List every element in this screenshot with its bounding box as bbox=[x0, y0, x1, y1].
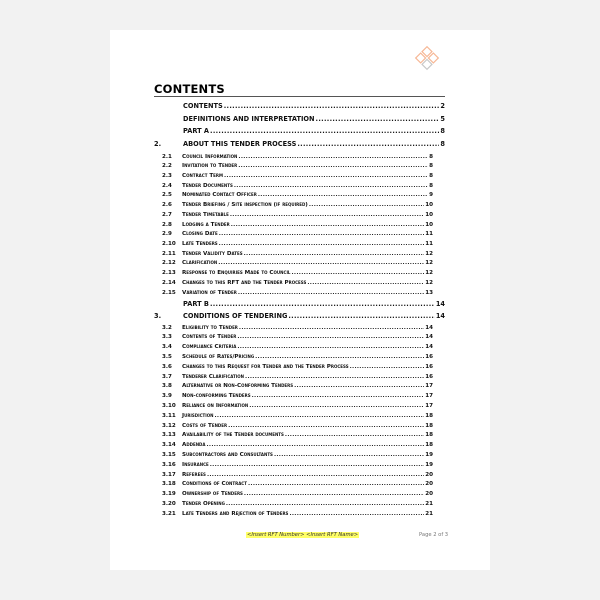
toc-entry-page: 14 bbox=[425, 324, 433, 331]
toc-entry-number: 2.14 bbox=[162, 279, 176, 286]
toc-entry[interactable] bbox=[162, 250, 433, 259]
toc-entry-number: 2.6 bbox=[162, 202, 172, 209]
toc-entry-page: 13 bbox=[425, 289, 433, 296]
toc-entry[interactable] bbox=[162, 461, 433, 470]
toc-entry-number: 2.7 bbox=[162, 211, 172, 218]
toc-entry[interactable] bbox=[162, 353, 433, 362]
toc-entry-number: 2.12 bbox=[162, 260, 176, 267]
toc-entry-number: 3.8 bbox=[162, 383, 172, 390]
toc-entry-page: 18 bbox=[425, 432, 433, 439]
toc-entry-number: 3.9 bbox=[162, 393, 172, 400]
toc-entry-number: 2.2 bbox=[162, 163, 172, 170]
toc-entry-label: Ownership of Tenders bbox=[182, 491, 243, 498]
toc-entry[interactable] bbox=[162, 269, 433, 278]
toc-entry[interactable] bbox=[162, 201, 433, 210]
toc-entry-page: 12 bbox=[425, 250, 433, 257]
toc-entry-number: 2.10 bbox=[162, 240, 176, 247]
toc-leader-dots bbox=[249, 402, 424, 411]
toc-entry-number: 3.21 bbox=[162, 510, 176, 517]
toc-entry[interactable] bbox=[154, 115, 445, 124]
toc-entry-page: 21 bbox=[425, 500, 433, 507]
toc-entry[interactable] bbox=[162, 480, 433, 489]
toc-leader-dots bbox=[218, 259, 424, 268]
toc-entry-number: 2.8 bbox=[162, 221, 172, 228]
toc-entry-number: 3.20 bbox=[162, 500, 176, 507]
toc-leader-dots bbox=[289, 510, 424, 519]
toc-entry-page: 10 bbox=[425, 221, 433, 228]
toc-entry-page: 16 bbox=[425, 353, 433, 360]
toc-entry-label: CONDITIONS OF TENDERING bbox=[183, 312, 288, 320]
toc-entry[interactable] bbox=[162, 191, 433, 200]
toc-leader-dots bbox=[258, 191, 428, 200]
toc-entry[interactable] bbox=[162, 431, 433, 440]
toc-entry-label: Variation of Tender bbox=[182, 289, 237, 296]
toc-leader-dots bbox=[248, 480, 424, 489]
toc-entry[interactable] bbox=[162, 412, 433, 421]
toc-entry-label: Reliance on Information bbox=[182, 402, 249, 409]
toc-entry-number: 3.3 bbox=[162, 334, 172, 341]
toc-entry[interactable] bbox=[162, 441, 433, 450]
toc-entry[interactable] bbox=[162, 382, 433, 391]
page-title: CONTENTS bbox=[154, 82, 225, 96]
toc-leader-dots bbox=[219, 230, 424, 239]
toc-entry-page: 20 bbox=[425, 471, 433, 478]
toc-entry[interactable] bbox=[162, 392, 433, 401]
toc-entry-page: 19 bbox=[425, 451, 433, 458]
toc-entry-label: Clarification bbox=[182, 260, 218, 267]
toc-entry[interactable] bbox=[162, 324, 433, 333]
toc-entry-page: 2 bbox=[440, 102, 445, 110]
toc-entry-page: 20 bbox=[425, 481, 433, 488]
toc-leader-dots bbox=[274, 451, 424, 460]
toc-entry-label: Availability of the Tender documents bbox=[182, 432, 284, 439]
toc-entry-page: 14 bbox=[435, 300, 445, 308]
toc-leader-dots bbox=[210, 461, 424, 470]
toc-entry-number: 3. bbox=[154, 312, 162, 320]
toc-entry[interactable] bbox=[162, 402, 433, 411]
toc-leader-dots bbox=[350, 363, 425, 372]
toc-entry-page: 17 bbox=[425, 393, 433, 400]
document-page bbox=[110, 30, 490, 570]
toc-entry-label: Tender Opening bbox=[182, 500, 225, 507]
toc-entry-page: 17 bbox=[425, 402, 433, 409]
toc-entry[interactable] bbox=[154, 102, 445, 111]
toc-entry-number: 3.11 bbox=[162, 412, 176, 419]
toc-entry[interactable] bbox=[162, 153, 433, 162]
toc-entry-label: Invitation to Tender bbox=[182, 163, 238, 170]
title-divider bbox=[154, 96, 445, 97]
toc-entry-number: 2.13 bbox=[162, 270, 176, 277]
toc-entry-label: Lodging a Tender bbox=[182, 221, 230, 228]
toc-entry[interactable] bbox=[162, 182, 433, 191]
toc-entry-page: 16 bbox=[425, 363, 433, 370]
toc-entry-label: Tender Validity Dates bbox=[182, 250, 243, 257]
toc-entry-number: 3.18 bbox=[162, 481, 176, 488]
toc-entry-label: PART A bbox=[183, 127, 210, 135]
toc-entry-number: 3.12 bbox=[162, 422, 176, 429]
toc-entry-label: PART B bbox=[183, 300, 209, 308]
toc-entry-page: 12 bbox=[425, 260, 433, 267]
toc-entry-page: 21 bbox=[425, 510, 433, 517]
toc-leader-dots bbox=[316, 115, 440, 124]
toc-entry-label: ABOUT THIS TENDER PROCESS bbox=[183, 140, 297, 148]
toc-leader-dots bbox=[238, 289, 424, 298]
toc-entry-label: Changes to this Request for Tender and the Tender Process bbox=[182, 363, 349, 370]
toc-entry-page: 5 bbox=[440, 115, 445, 123]
toc-entry[interactable] bbox=[162, 289, 433, 298]
toc-leader-dots bbox=[297, 140, 439, 149]
toc-leader-dots bbox=[206, 441, 424, 450]
toc-leader-dots bbox=[226, 500, 424, 509]
toc-entry-number: 3.15 bbox=[162, 451, 176, 458]
toc-leader-dots bbox=[234, 182, 428, 191]
toc-entry-number: 2.9 bbox=[162, 231, 172, 238]
toc-entry[interactable] bbox=[154, 300, 445, 309]
toc-entry-label: Non-conforming Tenders bbox=[182, 393, 251, 400]
toc-entry-page: 14 bbox=[425, 334, 433, 341]
toc-leader-dots bbox=[255, 353, 424, 362]
toc-entry-number: 2.5 bbox=[162, 192, 172, 199]
toc-entry[interactable] bbox=[162, 451, 433, 460]
toc-entry[interactable] bbox=[162, 490, 433, 499]
toc-entry-label: Changes to this RFT and the Tender Process bbox=[182, 279, 307, 286]
toc-entry-page: 12 bbox=[425, 270, 433, 277]
toc-entry[interactable] bbox=[162, 279, 433, 288]
toc-entry-page: 8 bbox=[429, 163, 433, 170]
toc-entry-label: Addenda bbox=[182, 442, 206, 449]
toc-entry-label: Conditions of Contract bbox=[182, 481, 247, 488]
toc-leader-dots bbox=[237, 343, 424, 352]
toc-entry[interactable] bbox=[154, 312, 445, 321]
toc-entry-label: Tender Timetable bbox=[182, 211, 229, 218]
toc-leader-dots bbox=[245, 373, 424, 382]
toc-entry-label: Late Tenders bbox=[182, 240, 218, 247]
toc-entry-label: Eligibility to Tender bbox=[182, 324, 238, 331]
toc-entry[interactable] bbox=[162, 343, 433, 352]
toc-entry[interactable] bbox=[162, 172, 433, 181]
toc-entry-page: 14 bbox=[435, 312, 445, 320]
toc-entry-label: Compliance Criteria bbox=[182, 344, 237, 351]
toc-entry-page: 8 bbox=[429, 182, 433, 189]
toc-entry[interactable] bbox=[154, 140, 445, 149]
toc-entry-label: Subcontractors and Consultants bbox=[182, 451, 273, 458]
toc-entry-page: 18 bbox=[425, 412, 433, 419]
toc-entry-label: Contents of Tender bbox=[182, 334, 237, 341]
company-logo-icon bbox=[413, 44, 441, 72]
toc-entry-number: 3.5 bbox=[162, 353, 172, 360]
toc-leader-dots bbox=[207, 471, 424, 480]
toc-leader-dots bbox=[244, 490, 424, 499]
toc-entry-label: Tender Briefing / Site inspection (if required) bbox=[182, 202, 308, 209]
toc-entry-number: 3.14 bbox=[162, 442, 176, 449]
toc-leader-dots bbox=[238, 162, 428, 171]
toc-entry-label: Council Information bbox=[182, 153, 238, 160]
toc-entry[interactable] bbox=[162, 230, 433, 239]
toc-entry-page: 8 bbox=[429, 172, 433, 179]
toc-entry-label: CONTENTS bbox=[183, 102, 223, 110]
toc-leader-dots bbox=[237, 333, 424, 342]
toc-leader-dots bbox=[292, 269, 425, 278]
toc-entry-label: Tenderer Clarification bbox=[182, 373, 245, 380]
toc-leader-dots bbox=[239, 324, 424, 333]
toc-entry[interactable] bbox=[162, 259, 433, 268]
toc-entry-page: 9 bbox=[429, 192, 433, 199]
toc-leader-dots bbox=[294, 382, 424, 391]
toc-entry-number: 3.7 bbox=[162, 373, 172, 380]
toc-entry-label: Schedule of Rates/Pricing bbox=[182, 353, 255, 360]
toc-entry-page: 18 bbox=[425, 422, 433, 429]
toc-entry-number: 3.2 bbox=[162, 324, 172, 331]
toc-entry[interactable] bbox=[162, 333, 433, 342]
toc-entry-label: Closing Date bbox=[182, 231, 218, 238]
toc-entry-number: 3.19 bbox=[162, 491, 176, 498]
toc-entry-number: 2.1 bbox=[162, 153, 172, 160]
toc-entry-label: Insurance bbox=[182, 461, 209, 468]
toc-entry-number: 3.13 bbox=[162, 432, 176, 439]
toc-entry-page: 8 bbox=[440, 127, 445, 135]
toc-entry-label: Referees bbox=[182, 471, 206, 478]
toc-entry[interactable] bbox=[162, 211, 433, 220]
toc-entry-page: 14 bbox=[425, 344, 433, 351]
toc-leader-dots bbox=[210, 300, 435, 309]
toc-entry-page: 11 bbox=[425, 240, 433, 247]
toc-entry[interactable] bbox=[154, 127, 445, 136]
toc-leader-dots bbox=[252, 392, 425, 401]
toc-entry-label: DEFINITIONS AND INTERPRETATION bbox=[183, 115, 315, 123]
toc-entry[interactable] bbox=[162, 510, 433, 519]
toc-leader-dots bbox=[230, 211, 424, 220]
toc-leader-dots bbox=[307, 279, 424, 288]
toc-entry-page: 8 bbox=[429, 153, 433, 160]
toc-leader-dots bbox=[224, 172, 428, 181]
toc-entry-page: 19 bbox=[425, 461, 433, 468]
toc-entry-number: 3.17 bbox=[162, 471, 176, 478]
toc-entry-label: Costs of Tender bbox=[182, 422, 228, 429]
toc-entry-page: 10 bbox=[425, 202, 433, 209]
toc-entry[interactable] bbox=[162, 221, 433, 230]
toc-entry-number: 3.6 bbox=[162, 363, 172, 370]
toc-entry-number: 2.15 bbox=[162, 289, 176, 296]
toc-entry-number: 2.3 bbox=[162, 172, 172, 179]
footer-rft-placeholder: <Insert RFT Number> <Insert RFT Name> bbox=[247, 532, 359, 538]
toc-leader-dots bbox=[231, 221, 424, 230]
toc-entry-page: 17 bbox=[425, 383, 433, 390]
toc-entry-label: Contract Term bbox=[182, 172, 223, 179]
toc-entry[interactable] bbox=[162, 500, 433, 509]
toc-entry-page: 11 bbox=[425, 231, 433, 238]
toc-entry-page: 8 bbox=[440, 140, 445, 148]
toc-entry-number: 2.11 bbox=[162, 250, 176, 257]
toc-entry-label: Alternative or Non-Conforming Tenders bbox=[182, 383, 294, 390]
toc-leader-dots bbox=[228, 422, 424, 431]
toc-entry-page: 16 bbox=[425, 373, 433, 380]
toc-leader-dots bbox=[288, 312, 434, 321]
toc-entry-number: 2. bbox=[154, 140, 162, 148]
toc-leader-dots bbox=[238, 153, 428, 162]
toc-entry-page: 12 bbox=[425, 279, 433, 286]
toc-leader-dots bbox=[244, 250, 425, 259]
toc-entry-page: 18 bbox=[425, 442, 433, 449]
toc-entry[interactable] bbox=[162, 422, 433, 431]
toc-entry[interactable] bbox=[162, 471, 433, 480]
toc-leader-dots bbox=[309, 201, 424, 210]
toc-entry-label: Tender Documents bbox=[182, 182, 233, 189]
toc-entry[interactable] bbox=[162, 162, 433, 171]
toc-entry-label: Nominated Contact Officer bbox=[182, 192, 257, 199]
toc-leader-dots bbox=[224, 102, 440, 111]
footer-page-number: Page 2 of 3 bbox=[419, 532, 449, 538]
toc-leader-dots bbox=[285, 431, 424, 440]
toc-entry[interactable] bbox=[162, 240, 433, 249]
toc-entry-page: 20 bbox=[425, 491, 433, 498]
toc-entry-page: 10 bbox=[425, 211, 433, 218]
toc-entry-number: 3.10 bbox=[162, 402, 176, 409]
toc-leader-dots bbox=[215, 412, 425, 421]
toc-entry[interactable] bbox=[162, 373, 433, 382]
toc-leader-dots bbox=[210, 127, 439, 136]
toc-entry[interactable] bbox=[162, 363, 433, 372]
toc-entry-number: 3.16 bbox=[162, 461, 176, 468]
toc-entry-number: 3.4 bbox=[162, 344, 172, 351]
toc-entry-label: Response to Enquiries Made to Council bbox=[182, 270, 291, 277]
toc-entry-number: 2.4 bbox=[162, 182, 172, 189]
toc-entry-label: Late Tenders and Rejection of Tenders bbox=[182, 510, 289, 517]
toc-leader-dots bbox=[219, 240, 425, 249]
toc-entry-label: Jurisdiction bbox=[182, 412, 214, 419]
